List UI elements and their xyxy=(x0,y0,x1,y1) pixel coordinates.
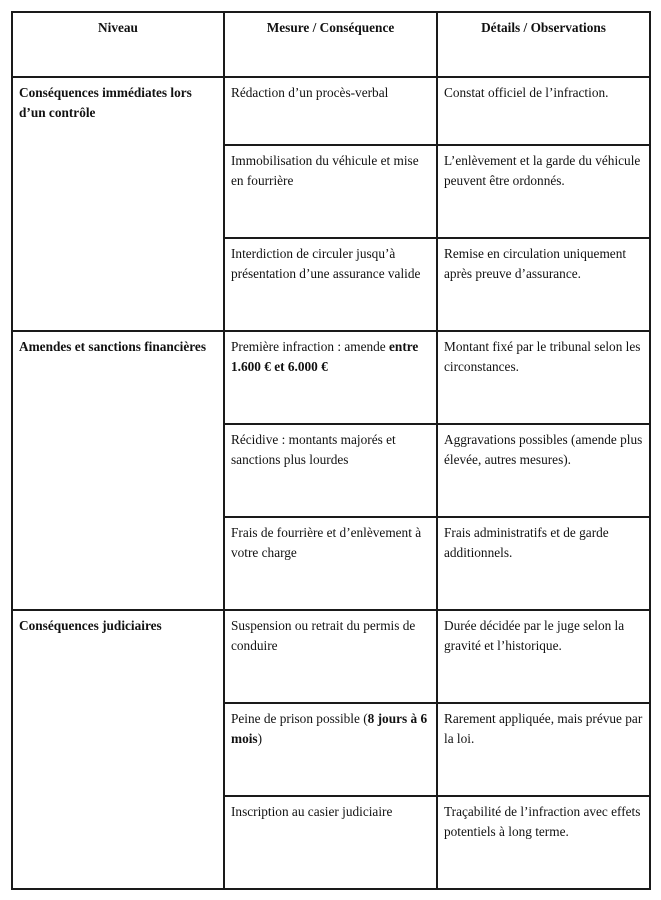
table-row xyxy=(12,331,650,424)
consequences-table xyxy=(11,11,651,890)
measure-cell: Récidive : montants majorés et sanctions plus lourdes xyxy=(224,424,437,517)
table-row xyxy=(12,610,650,703)
measure-cell xyxy=(224,703,437,796)
measure-cell: Immobilisation du véhicule et mise en fourrière xyxy=(224,145,437,238)
details-cell: Frais administratifs et de garde additionnels. xyxy=(437,517,650,610)
header-mesure: Mesure / Conséquence xyxy=(224,12,437,77)
measure-text: Première infraction : amende xyxy=(231,339,390,354)
details-cell: L’enlèvement et la garde du véhicule peuvent être ordonnés. xyxy=(437,145,650,238)
level-cell: Conséquences judiciaires xyxy=(12,610,224,889)
details-cell: Aggravations possibles (amende plus élevée, autres mesures). xyxy=(437,424,650,517)
details-cell: Remise en circulation uniquement après preuve d’assurance. xyxy=(437,238,650,331)
details-cell: Rarement appliquée, mais prévue par la loi. xyxy=(437,703,650,796)
measure-text: Peine de prison possible ( xyxy=(231,711,368,726)
details-cell: Constat officiel de l’infraction. xyxy=(437,77,650,145)
prison-range: 8 jours à 6 mois xyxy=(231,711,428,746)
measure-cell xyxy=(224,331,437,424)
measure-cell: Interdiction de circuler jusqu’à présentation d’une assurance valide xyxy=(224,238,437,331)
header-details: Détails / Observations xyxy=(437,12,650,77)
measure-text-end: ) xyxy=(257,731,263,746)
measure-cell: Inscription au casier judiciaire xyxy=(224,796,437,889)
details-cell: Montant fixé par le tribunal selon les circonstances. xyxy=(437,331,650,424)
measure-cell: Rédaction d’un procès-verbal xyxy=(224,77,437,145)
header-row xyxy=(12,12,650,77)
measure-cell: Frais de fourrière et d’enlèvement à votre charge xyxy=(224,517,437,610)
level-cell: Amendes et sanctions financières xyxy=(12,331,224,610)
amount-range: entre 1.600 € et 6.000 € xyxy=(231,339,419,374)
measure-cell: Suspension ou retrait du permis de conduire xyxy=(224,610,437,703)
details-cell: Traçabilité de l’infraction avec effets potentiels à long terme. xyxy=(437,796,650,889)
details-cell: Durée décidée par le juge selon la gravité et l’historique. xyxy=(437,610,650,703)
level-cell: Conséquences immédiates lors d’un contrôle xyxy=(12,77,224,331)
table-row xyxy=(12,77,650,145)
header-niveau: Niveau xyxy=(12,12,224,77)
